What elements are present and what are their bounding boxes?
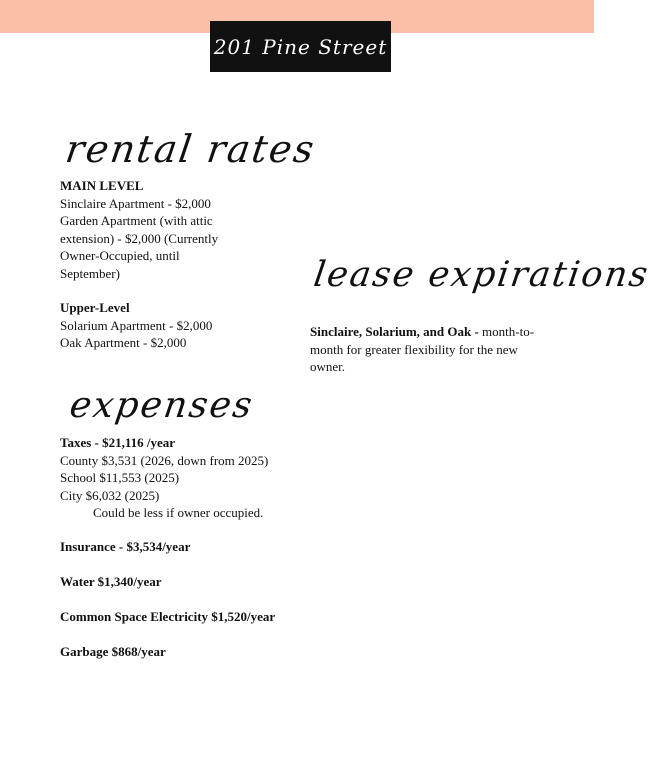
lease-term-text: owner. (310, 359, 346, 374)
lease-units: Sinclaire, Solarium, and Oak - (310, 324, 479, 339)
main-level-line: Garden Apartment (with attic (60, 213, 213, 228)
tax-line: City $6,032 (2025) (60, 487, 160, 503)
tax-note: Could be less if owner occupied. (93, 505, 264, 520)
main-level-line: Owner-Occupied, until (60, 248, 180, 263)
main-level-line: extension) - $2,000 (Currently (60, 230, 219, 246)
upper-level-section (60, 299, 280, 352)
water-expense: Water $1,340/year (60, 574, 162, 589)
lease-term-text: month for greater flexibility for the new (310, 341, 518, 357)
main-level-section (60, 177, 230, 282)
taxes-section (60, 434, 320, 522)
electricity-expense: Common Space Electricity $1,520/year (60, 609, 276, 624)
upper-level-line: Solarium Apartment - $2,000 (60, 317, 213, 333)
insurance-expense: Insurance - $3,534/year (60, 539, 191, 554)
main-level-label: MAIN LEVEL (60, 178, 144, 193)
lease-term-text: month-to- (478, 324, 535, 339)
property-title-banner (210, 21, 391, 72)
upper-level-line: Oak Apartment - $2,000 (60, 335, 187, 350)
main-level-line: September) (60, 265, 120, 281)
lease-expirations-text (310, 323, 550, 376)
expenses-heading: expenses (67, 385, 257, 426)
rental-rates-heading: rental rates (62, 127, 319, 171)
upper-level-label: Upper-Level (60, 300, 130, 315)
property-title: 201 Pine Street (213, 34, 388, 59)
lease-expirations-heading: lease expirations (311, 255, 652, 295)
tax-line: School $11,553 (2025) (60, 470, 180, 485)
tax-line: County $3,531 (2026, down from 2025) (60, 452, 269, 468)
garbage-expense: Garbage $868/year (60, 644, 166, 659)
main-level-line: Sinclaire Apartment - $2,000 (60, 195, 211, 211)
taxes-total: Taxes - $21,116 /year (60, 435, 176, 450)
